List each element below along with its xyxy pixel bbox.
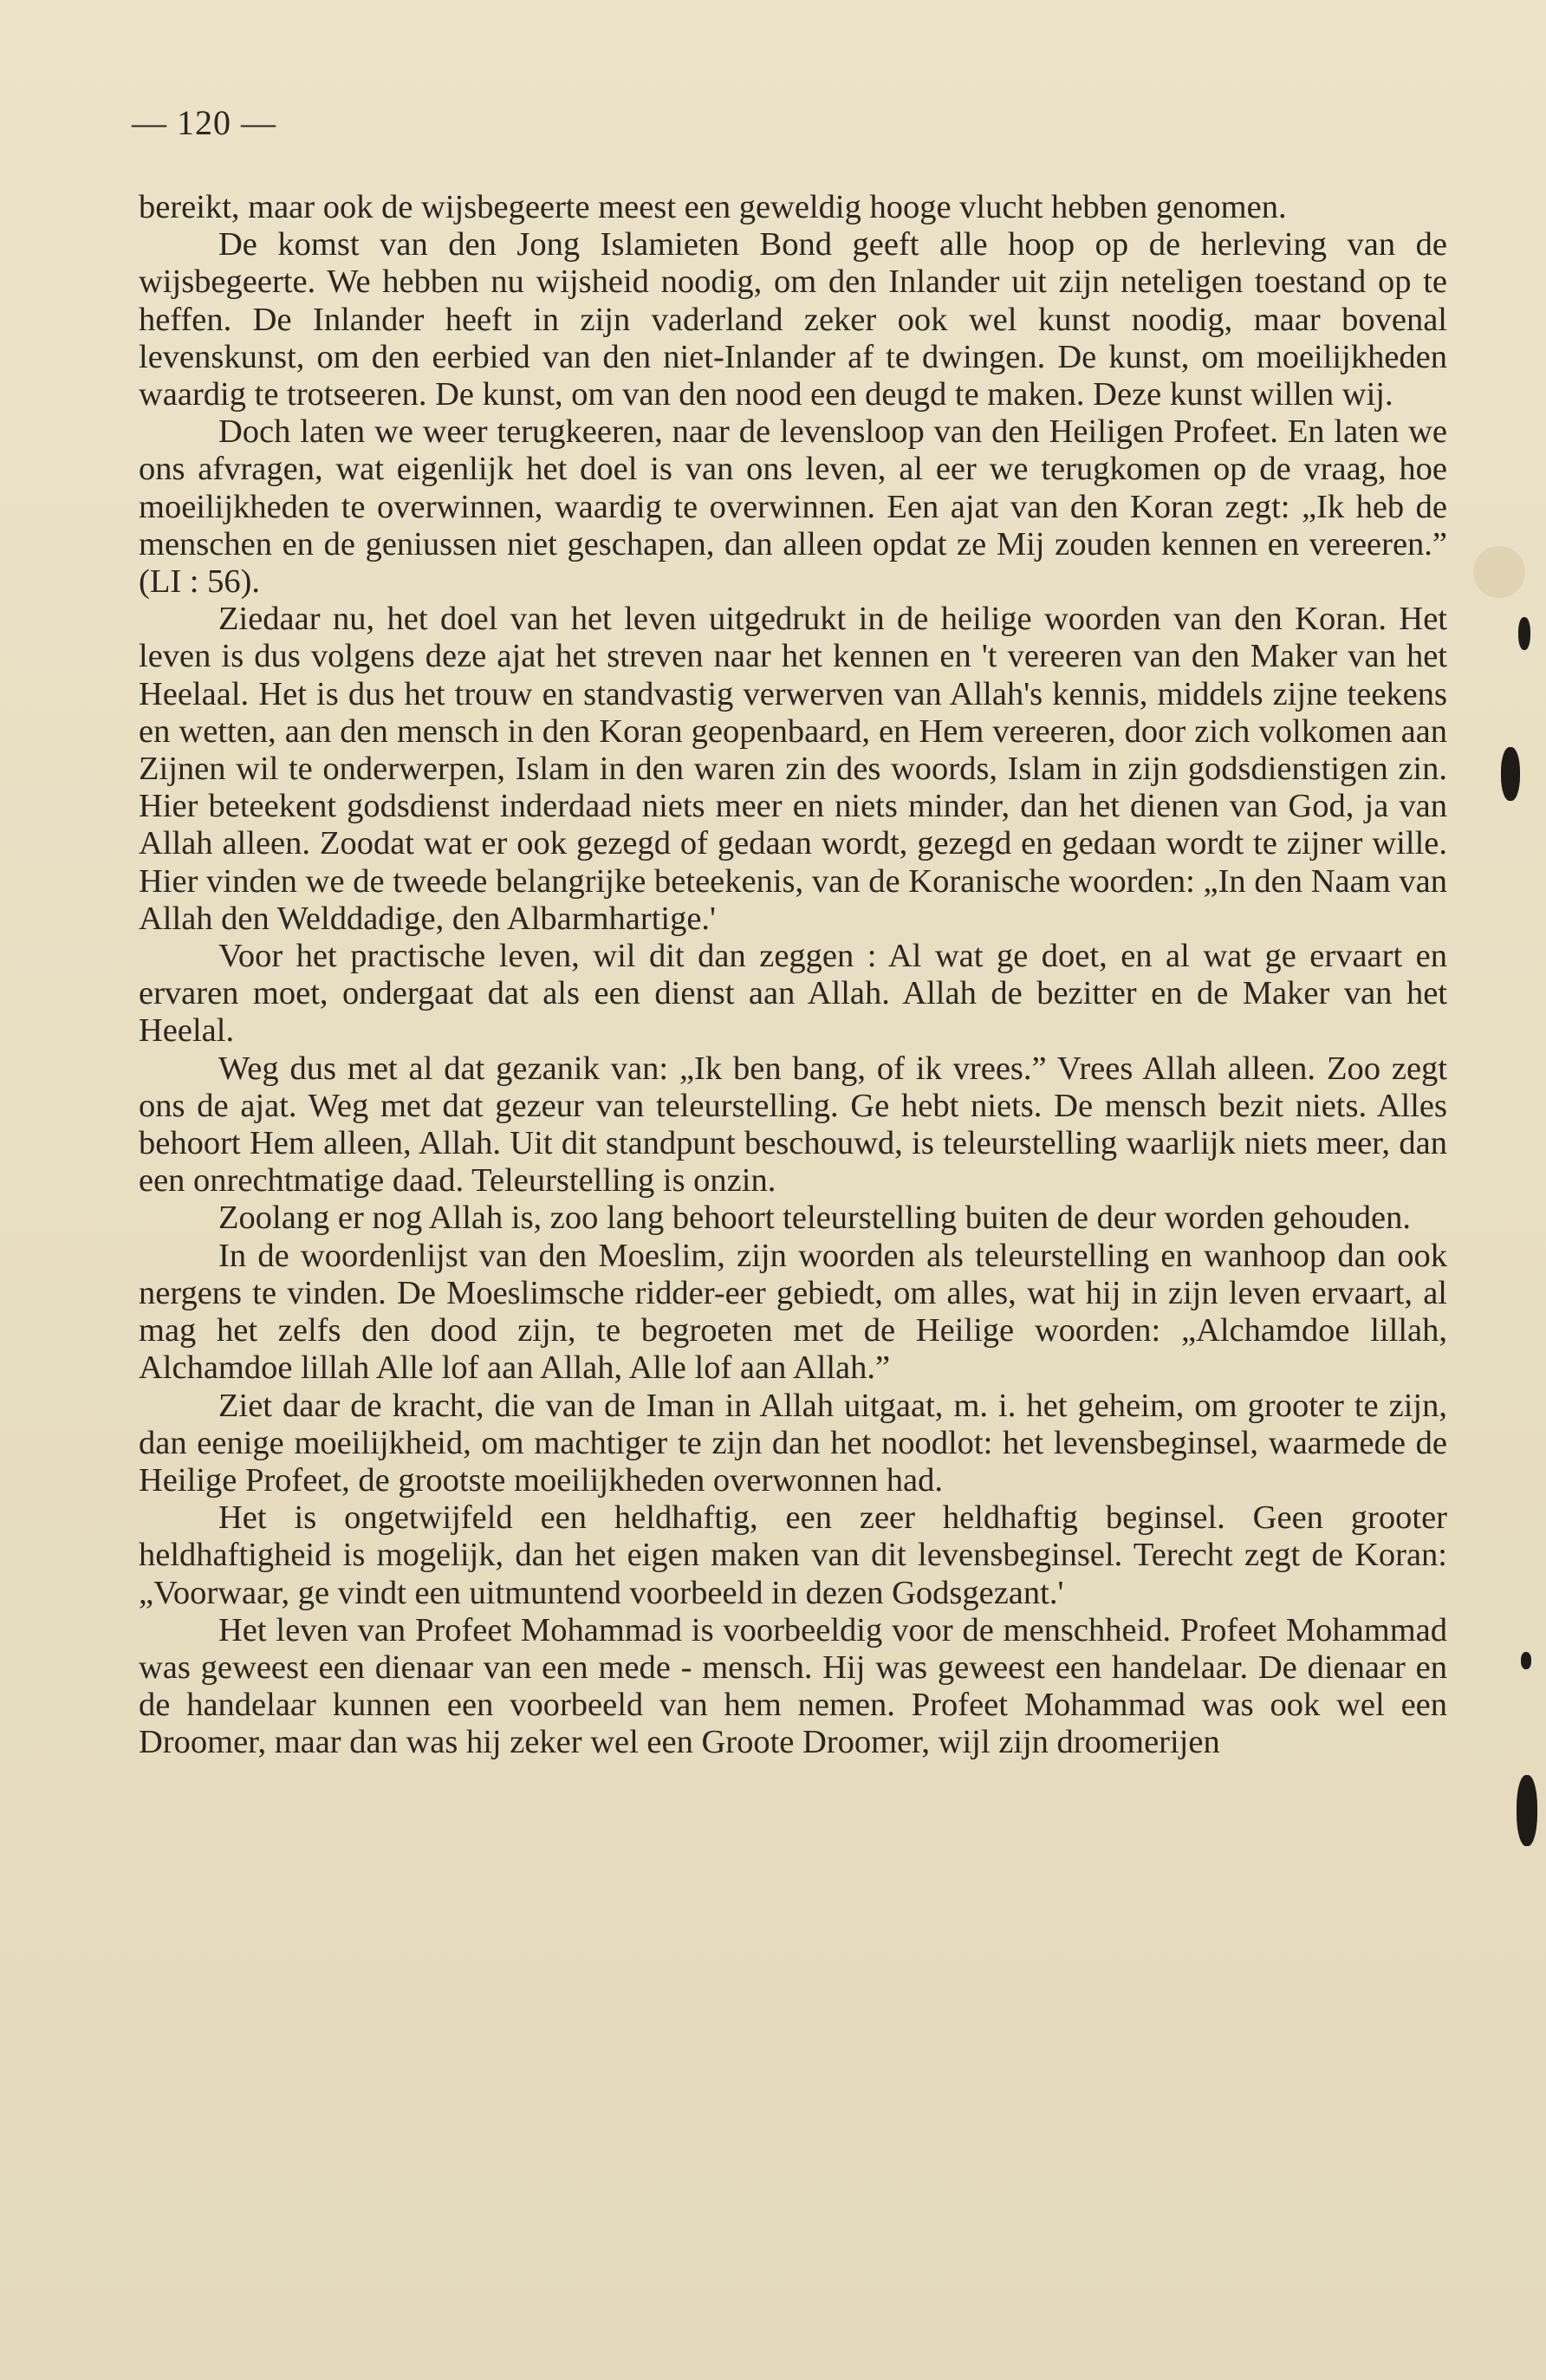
- paragraph: Doch laten we weer terugkeeren, naar de levensloop van den Heiligen Profeet. En laten we ons afvragen, wat eigenlijk het doel is van ons leven, al eer we terugkomen op de vraag, hoe moeilijkheden te overwinnen, waardig te overwinnen. Een ajat van den Koran zegt: „Ik heb de menschen en de geniussen niet geschapen, dan alleen opdat ze Mij zouden kennen en vereeren.” (LI : 56).: [139, 413, 1447, 601]
- paragraph: Ziet daar de kracht, die van de Iman in Allah uitgaat, m. i. het geheim, om grooter te zijn, dan eenige moeilijkheid, om machtiger te zijn dan het noodlot: het levensbeginsel, waarmede de Heilige Profeet, de grootste moeilijkheden overwonnen had.: [139, 1387, 1447, 1499]
- margin-ink-mark: [1521, 1652, 1531, 1669]
- paragraph: Het leven van Profeet Mohammad is voorbeeldig voor de menschheid. Profeet Mohammad was geweest een dienaar van een mede - mensch. Hij was geweest een handelaar. De dienaar en de handelaar kunnen een voorbeeld van hem nemen. Profeet Mohammad was ook wel een Droomer, maar dan was hij zeker wel een Groote Droomer, wijl zijn droomerijen: [139, 1611, 1447, 1761]
- paragraph: bereikt, maar ook de wijsbegeerte meest een geweldig hooge vlucht hebben genomen.: [139, 189, 1287, 225]
- paragraph: De komst van den Jong Islamieten Bond geeft alle hoop op de herleving van de wijsbegeerte. We hebben nu wijsheid noodig, om den Inlander uit zijn neteligen toestand op te heffen. De Inlander heeft in zijn vaderland zeker ook wel kunst noodig, maar bovenal levenskunst, om den eerbied van den niet-Inlander af te dwingen. De kunst, om moeilijkheden waardig te trotseeren. De kunst, om van den nood een deugd te maken. Deze kunst willen wij.: [139, 226, 1447, 413]
- margin-ink-mark: [1517, 1775, 1537, 1846]
- paper-stain: [1473, 546, 1525, 598]
- paragraph: Het is ongetwijfeld een heldhaftig, een zeer heldhaftig beginsel. Geen grooter heldhaftigheid is mogelijk, dan het eigen maken van dit levensbeginsel. Terecht zegt de Koran: „Voorwaar, ge vindt een uitmuntend voorbeeld in dezen Godsgezant.': [139, 1499, 1447, 1611]
- paragraph: Zoolang er nog Allah is, zoo lang behoort teleurstelling buiten de deur worden gehouden.: [218, 1200, 1412, 1237]
- margin-ink-mark: [1518, 617, 1530, 650]
- page-number: — 120 —: [132, 103, 276, 142]
- paragraph: Ziedaar nu, het doel van het leven uitgedrukt in de heilige woorden van den Koran. Het leven is dus volgens deze ajat het streven naar het kennen en 't vereeren van den Maker van het Heelaal. Het is dus het trouw en standvastig verwerven van Allah's kennis, middels zijne teekens en wetten, aan den mensch in den Koran geopenbaard, en Hem vereeren, door zich volkomen aan Zijnen wil te onderwerpen, Islam in den waren zin des woords, Islam in zijn godsdienstigen zin. Hier beteekent godsdienst inderdaad niets meer en niets minder, dan het dienen van God, ja van Allah alleen. Zoodat wat er ook gezegd of gedaan wordt, gezegd en gedaan wordt te zijner wille. Hier vinden we de tweede belangrijke beteekenis, van de Koranische woorden: „In den Naam van Allah den Welddadige, den Albarmhartige.': [139, 601, 1447, 937]
- body-text: [139, 189, 1447, 1762]
- margin-ink-mark: [1501, 747, 1520, 801]
- paragraph: Voor het practische leven, wil dit dan zeggen : Al wat ge doet, en al wat ge ervaart en ervaren moet, ondergaat dat als een dienst aan Allah. Allah de bezitter en de Maker van het Heelal.: [139, 938, 1447, 1050]
- paragraph: Weg dus met al dat gezanik van: „Ik ben bang, of ik vrees.” Vrees Allah alleen. Zoo zegt ons de ajat. Weg met dat gezeur van teleurstelling. Ge hebt niets. De mensch bezit niets. Alles behoort Hem alleen, Allah. Uit dit standpunt beschouwd, is teleurstelling waarlijk niets meer, dan een onrechtmatige daad. Teleurstelling is onzin.: [139, 1050, 1447, 1200]
- paragraph: In de woordenlijst van den Moeslim, zijn woorden als teleurstelling en wanhoop dan ook nergens te vinden. De Moeslimsche ridder-eer gebiedt, om alles, wat hij in zijn leven ervaart, al mag het zelfs den dood zijn, te begroeten met de Heilige woorden: „Alchamdoe lillah, Alchamdoe lillah Alle lof aan Allah, Alle lof aan Allah.”: [139, 1237, 1447, 1387]
